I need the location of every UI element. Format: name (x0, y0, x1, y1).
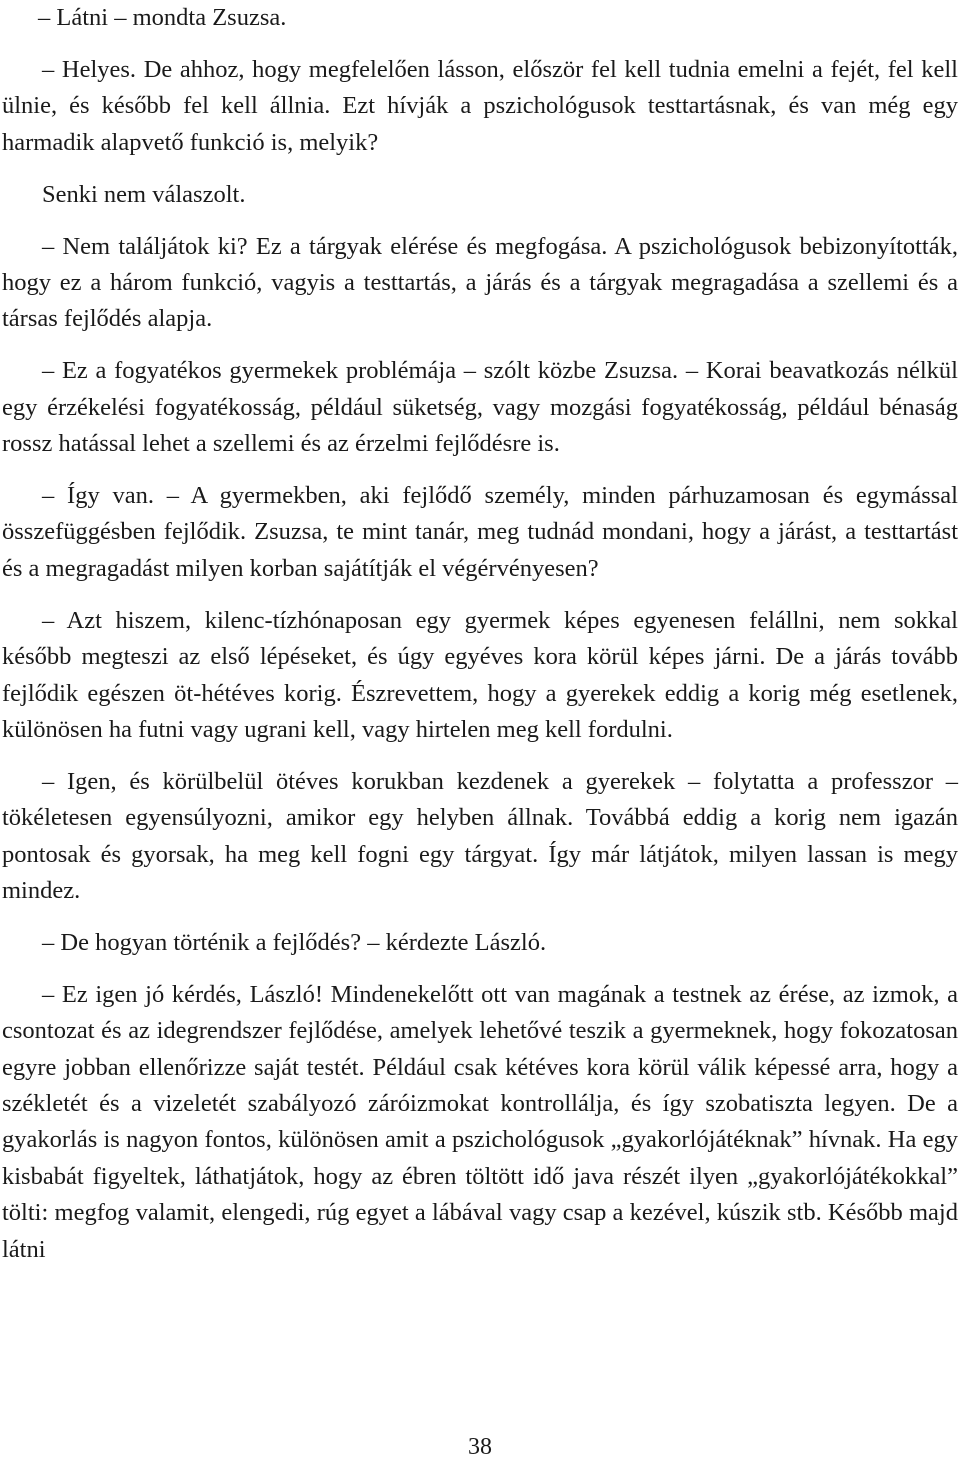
paragraph: – Helyes. De ahhoz, hogy megfelelően lásson, először fel kell tudnia emelni a fejét, fel kell ülnie, és később fel kell állnia. Ezt hívják a pszichológusok testtartásnak, és van még egy harmadik alapvető funkció is, melyik? (2, 55, 958, 156)
paragraph: – Azt hiszem, kilenc-tízhónaposan egy gyermek képes egyenesen felállni, nem sokkal később megteszi az első lépéseket, és úgy egyéves kora körül képes járni. De a járás tovább fejlődik egészen öt-hétéves korig. Észrevettem, hogy a gyerekek eddig a korig még esetlenek, különösen ha futni vagy ugrani kell, vagy hirtelen meg kell fordulni. (2, 606, 958, 743)
body-text (2, 0, 958, 1268)
paragraph: – Látni – mondta Zsuzsa. (38, 4, 287, 31)
paragraph: – Ez igen jó kérdés, László! Mindenekelőtt ott van magának a testnek az érése, az izmok, a csontozat és az idegrendszer fejlődése, amelyek lehetővé teszik a gyermeknek, hogy fokozatosan egyre jobban ellenőrizze saját testét. Például csak kétéves kora körül válik képessé arra, hogy a székletét és a vizeletét szabályozó záróizmokat kontrollálja, és így szobatiszta legyen. De a gyakorlás is nagyon fontos, különösen amit a pszichológusok „gyakorlójátéknak” hívnak. Ha egy kisbabát figyeltek, láthatjátok, hogy az ébren töltött idő java részét ilyen „gyakorlójátékokkal” tölti: megfog valamit, elengedi, rúg egyet a lábával vagy csap a kezével, kúszik stb. Később majd látni (2, 980, 958, 1263)
paragraph: – De hogyan történik a fejlődés? – kérdezte László. (42, 928, 547, 956)
paragraph: – Nem találjátok ki? Ez a tárgyak elérése és megfogása. A pszichológusok bebizonyították, hogy ez a három funkció, vagyis a testtartás, a járás és a tárgyak megragadása a szellemi és a társas fejlődés alapja. (2, 232, 958, 333)
paragraph: – Így van. – A gyermekben, aki fejlődő személy, minden párhuzamosan és egymással összefüggésben fejlődik. Zsuzsa, te mint tanár, meg tudnád mondani, hogy a járást, a testtartást és a megragadást milyen korban sajátítják el végérvényesen? (2, 481, 958, 582)
paragraph: – Ez a fogyatékos gyermekek problémája – szólt közbe Zsuzsa. – Korai beavatkozás nélkül egy érzékelési fogyatékosság, például süketség, vagy mozgási fogyatékosság, például bénaság rossz hatással lehet a szellemi és az érzelmi fejlődésre is. (2, 357, 958, 458)
paragraph: – Igen, és körülbelül ötéves korukban kezdenek a gyerekek – folytatta a professzor – tökéletesen egyensúlyozni, amikor egy helyben állnak. Továbbá eddig a korig nem igazán pontosak és gyorsak, ha meg kell fogni egy tárgyat. Így már látjátok, milyen lassan is megy mindez. (2, 767, 958, 905)
paragraph: Senki nem válaszolt. (42, 180, 246, 208)
page-number: 38 (468, 1434, 492, 1460)
